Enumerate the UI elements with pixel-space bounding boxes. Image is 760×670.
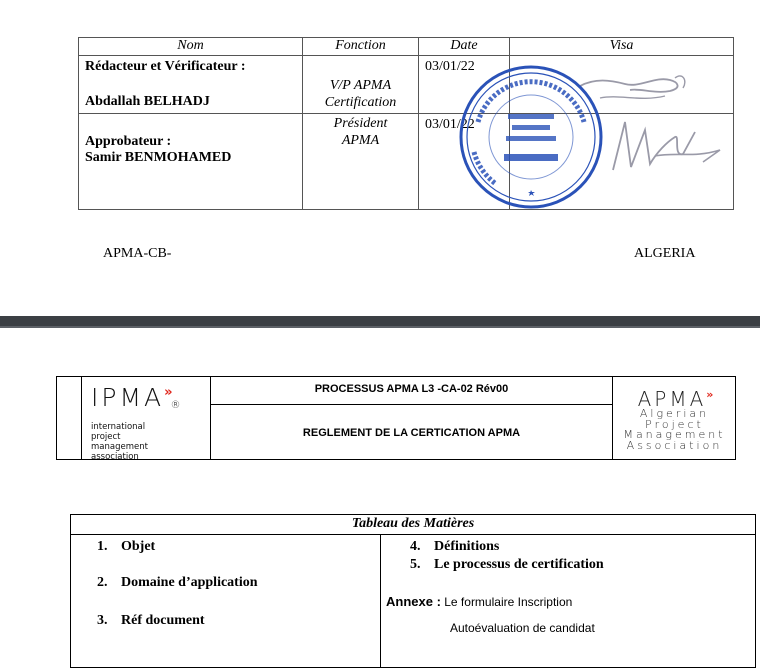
document-header-box [56,376,736,460]
toc-item-label: Domaine d’application [121,575,258,590]
apma-logo-word: APMA [637,387,707,411]
toc-item-number: 1. [97,539,108,554]
document-page-1 [0,0,760,316]
apma-logo-line: Project [645,417,704,431]
document-title: REGLEMENT DE LA CERTICATION APMA [302,427,521,439]
toc-item [410,539,499,555]
date-cell: 03/01/22 [419,114,510,210]
header-visa: Visa [510,38,734,56]
header-nom: Nom [79,38,303,56]
annexe-line [386,594,572,609]
fonction-line: Certification [324,95,397,110]
toc-title: Tableau des Matières [71,515,756,535]
nom-cell [79,56,303,114]
annexe-item: Autoévaluation de candidat [450,621,595,635]
table-row [79,56,734,114]
fonction-cell [303,114,419,210]
footer-right: ALGERIA [634,246,696,261]
fonction-cell [303,56,419,114]
toc-item-number: 3. [97,613,108,628]
toc-left-column [71,535,381,668]
toc-item [97,575,258,591]
ipma-logo-word: IPMA [91,383,165,412]
signature-table [78,37,734,210]
toc-item-label: Définitions [434,539,500,554]
annexe-item: Le formulaire Inscription [444,595,573,609]
header-fonction: Fonction [303,38,419,56]
date-cell: 03/01/22 [419,56,510,114]
visa-cell [510,56,734,114]
toc-item [97,613,205,629]
toc-right-column [381,535,756,668]
toc-item-label: Objet [121,539,156,554]
toc-item [410,557,604,573]
toc-item-label: Réf document [121,613,205,628]
fonction-line: APMA [341,133,380,148]
ipma-logo: IPMA»® international project management association [91,383,181,462]
role-label: Rédacteur et Vérificateur : [85,59,246,74]
footer-left: APMA-CB- [103,246,172,261]
toc-item-label: Le processus de certification [434,557,604,572]
toc-item-number: 5. [410,557,421,572]
ipma-logo-line: management [91,442,148,452]
annexe-label: Annexe : [386,594,441,609]
ipma-logo-line: international [91,422,146,432]
apma-logo: APMA» Algerian Project Management Association [623,387,726,452]
document-page-2 [0,328,760,670]
fonction-line: Président [333,116,388,131]
header-date: Date [419,38,510,56]
toc-item-number: 2. [97,575,108,590]
fonction-line: V/P APMA [329,78,392,93]
table-row [79,114,734,210]
table-of-contents [70,514,756,668]
process-code: PROCESSUS APMA L3 -CA-02 Rév00 [314,383,509,395]
apma-logo-line: Association [626,438,723,452]
apma-logo-line: Algerian [639,407,710,420]
apma-logo-line: Management [623,428,726,441]
ipma-logo-line: project [91,432,121,442]
visa-cell [510,114,734,210]
nom-cell [79,114,303,210]
role-label: Approbateur : [85,134,172,149]
person-name: Abdallah BELHADJ [85,94,210,109]
toc-item [97,539,155,555]
person-name: Samir BENMOHAMED [85,150,232,165]
page-separator [0,316,760,328]
toc-item-number: 4. [410,539,421,554]
ipma-logo-line: association [91,452,139,462]
